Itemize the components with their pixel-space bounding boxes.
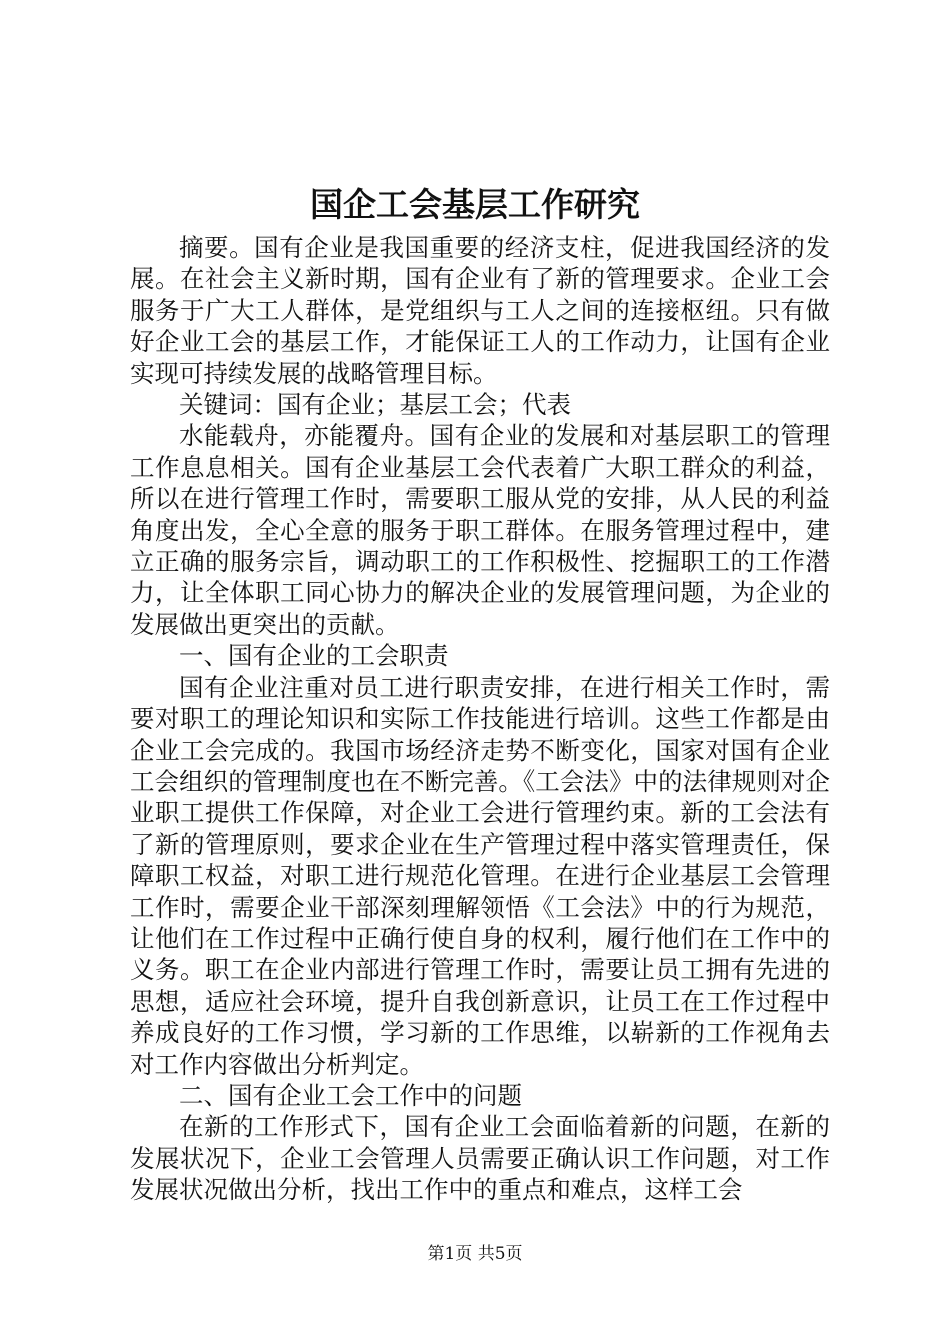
intro-paragraph: 水能载舟，亦能覆舟。国有企业的发展和对基层职工的管理工作息息相关。国有企业基层工会代表着广大职工群众的利益，所以在进行管理工作时，需要职工服从党的安排，从人民的利益角度出发，全心全意的服务于职工群体。在服务管理过程中，建立正确的服务宗旨，调动职工的工作积极性、挖掘职工的工作潜力，让全体职工同心协力的解决企业的发展管理问题，为企业的发展做出更突出的贡献。 bbox=[130, 421, 830, 639]
page-footer: 第1页 共5页 bbox=[427, 1244, 523, 1264]
document-title: 国企工会基层工作研究 bbox=[310, 185, 640, 224]
document-body bbox=[130, 232, 830, 1206]
section-2-paragraph: 在新的工作形式下，国有企业工会面临着新的问题，在新的发展状况下，企业工会管理人员需要正确认识工作问题，对工作发展状况做出分析，找出工作中的重点和难点，这样工会 bbox=[130, 1112, 830, 1205]
section-1-paragraph: 国有企业注重对员工进行职责安排，在进行相关工作时，需要对职工的理论知识和实际工作技能进行培训。这些工作都是由企业工会完成的。我国市场经济走势不断变化，国家对国有企业工会组织的管理制度也在不断完善。《工会法》中的法律规则对企业职工提供工作保障，对企业工会进行管理约束。新的工会法有了新的管理原则，要求企业在生产管理过程中落实管理责任，保障职工权益，对职工进行规范化管理。在进行企业基层工会管理工作时，需要企业干部深刻理解领悟《工会法》中的行为规范，让他们在工作过程中正确行使自身的权利，履行他们在工作中的义务。职工在企业内部进行管理工作时，需要让员工拥有先进的思想，适应社会环境，提升自我创新意识，让员工在工作过程中养成良好的工作习惯，学习新的工作思维，以崭新的工作视角去对工作内容做出分析判定。 bbox=[130, 672, 830, 1079]
keywords-paragraph: 关键词：国有企业；基层工会；代表 bbox=[179, 390, 571, 420]
section-heading-1: 一、国有企业的工会职责 bbox=[179, 641, 449, 671]
section-heading-2: 二、国有企业工会工作中的问题 bbox=[179, 1080, 522, 1110]
abstract-paragraph: 摘要。国有企业是我国重要的经济支柱，促进我国经济的发展。在社会主义新时期，国有企业有了新的管理要求。企业工会服务于广大工人群体，是党组织与工人之间的连接枢纽。只有做好企业工会的基层工作，才能保证工人的工作动力，让国有企业实现可持续发展的战略管理目标。 bbox=[130, 233, 830, 388]
